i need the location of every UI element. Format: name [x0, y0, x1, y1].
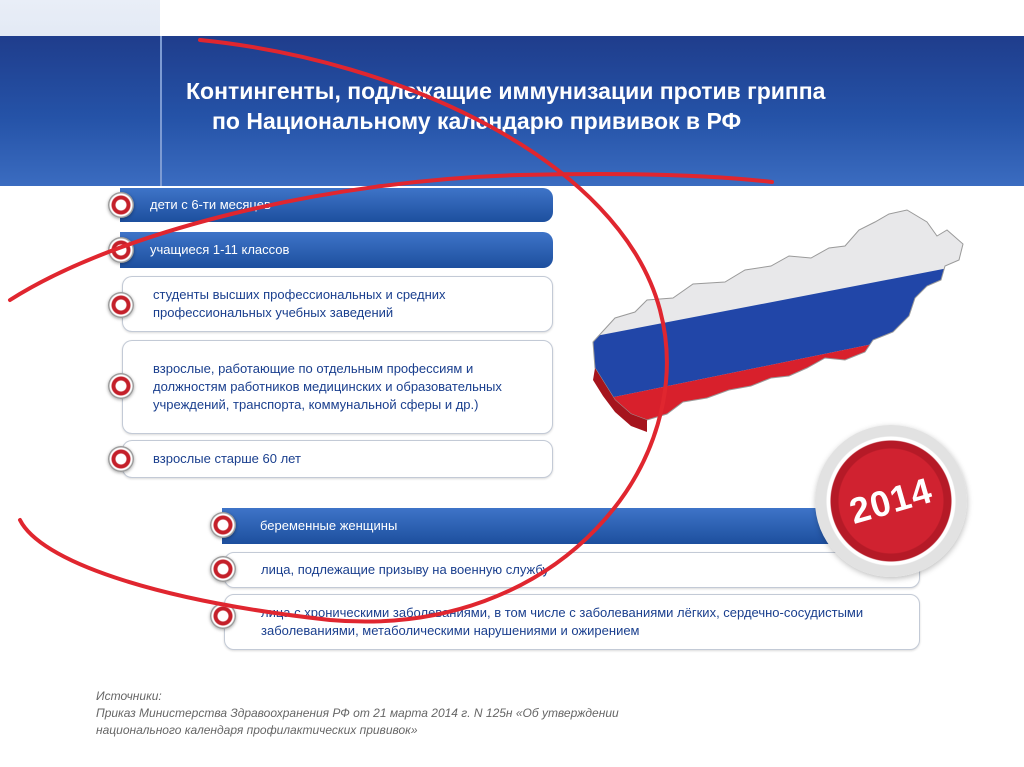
category-bar	[224, 552, 920, 588]
target-bullet-icon	[210, 556, 236, 582]
category-label: взрослые, работающие по отдельным профессиям и должностям работников медицинских и образовательных учреждений, транспорта, коммунальной сферы и др.)	[153, 361, 502, 412]
target-bullet-icon	[108, 292, 134, 318]
category-bar	[122, 440, 553, 478]
sources-heading: Источники:	[96, 689, 162, 703]
category-label: дети с 6-ти месяцев	[150, 197, 271, 212]
category-label: учащиеся 1-11 классов	[150, 242, 290, 257]
page-title-line-1: Контингенты, подлежащие иммунизации против гриппа	[186, 78, 826, 104]
target-bullet-icon	[210, 512, 236, 538]
category-label: лица, подлежащие призыву на военную службу	[261, 562, 549, 577]
sources-line: национального календаря профилактических прививок»	[96, 723, 418, 737]
category-bar	[122, 276, 553, 332]
target-bullet-icon	[210, 603, 236, 629]
category-bar	[120, 188, 553, 222]
target-bullet-icon	[108, 446, 134, 472]
page-title-line-2: по Национальному календарю прививок в РФ	[212, 108, 742, 134]
category-bar	[122, 340, 553, 434]
year-label: 2014	[844, 469, 937, 532]
category-label: студенты высших профессиональных и средних профессиональных учебных заведений	[153, 287, 446, 320]
category-bar	[120, 232, 553, 268]
category-label: взрослые старше 60 лет	[153, 451, 301, 466]
header-divider	[160, 36, 162, 186]
category-label: беременные женщины	[260, 518, 398, 533]
sources-line: Приказ Министерства Здравоохранения РФ от 21 марта 2014 г. N 125н «Об утверждении	[96, 706, 619, 720]
sources-block	[96, 688, 619, 739]
target-bullet-icon	[108, 192, 134, 218]
category-bar	[224, 594, 920, 650]
category-label: лица с хроническими заболеваниями, в том числе с заболеваниями лёгких, сердечно-сосудистыми заболеваниями, метаболическими нарушениями и ожирением	[261, 605, 864, 638]
target-bullet-icon	[108, 237, 134, 263]
target-bullet-icon	[108, 373, 134, 399]
russia-flag-map-icon	[575, 200, 990, 445]
